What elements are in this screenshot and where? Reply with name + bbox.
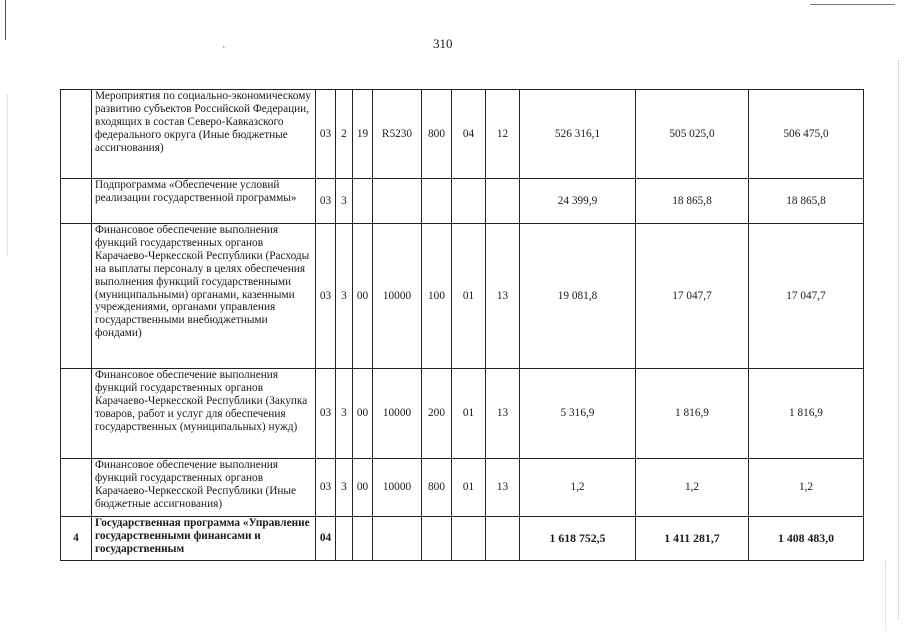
row-number-cell: 4 (61, 517, 92, 561)
direction-code-cell: 10000 (373, 459, 422, 517)
amount-2-cell: 18 865,8 (636, 179, 749, 224)
subprogram-code-cell: 3 (336, 459, 353, 517)
section-code-cell: 04 (452, 90, 486, 179)
main-event-code-cell: 19 (353, 90, 373, 179)
amount-1-cell: 1 618 752,5 (520, 517, 636, 561)
amount-3-cell: 1 408 483,0 (749, 517, 864, 561)
scan-edge-mark (885, 560, 886, 630)
amount-1-cell: 24 399,9 (520, 179, 636, 224)
section-code-cell: 01 (452, 369, 486, 459)
scan-speck: ˋ (222, 46, 226, 57)
direction-code-cell (373, 517, 422, 561)
expense-type-cell: 800 (422, 90, 452, 179)
expense-name-cell: Финансовое обеспечение выполнения функций государственных органов Карачаево-Черкесской Республики (Закупка товаров, работ и услуг для обеспечения государственных (муниципальных) нужд) (92, 369, 316, 459)
amount-2-cell: 1,2 (636, 459, 749, 517)
row-number-cell (61, 179, 92, 224)
amount-3-cell: 506 475,0 (749, 90, 864, 179)
subsection-code-cell (486, 179, 520, 224)
expense-type-cell (422, 517, 452, 561)
subprogram-code-cell: 3 (336, 179, 353, 224)
amount-2-cell: 505 025,0 (636, 90, 749, 179)
expense-name-cell: Государственная программа «Управление государственными финансами и государственным (92, 517, 316, 561)
program-code-cell: 03 (316, 224, 336, 369)
direction-code-cell: 10000 (373, 224, 422, 369)
page-number: 310 (433, 36, 453, 51)
expense-type-cell (422, 179, 452, 224)
amount-3-cell: 1,2 (749, 459, 864, 517)
direction-code-cell: 10000 (373, 369, 422, 459)
amount-1-cell: 19 081,8 (520, 224, 636, 369)
amount-2-cell: 17 047,7 (636, 224, 749, 369)
table-row (61, 90, 864, 179)
amount-3-cell: 1 816,9 (749, 369, 864, 459)
section-code-cell: 01 (452, 224, 486, 369)
subprogram-code-cell: 3 (336, 224, 353, 369)
expense-type-cell: 800 (422, 459, 452, 517)
expense-name-cell: Мероприятия по социально-экономическому развитию субъектов Российской Федерации, входящих в состав Северо-Кавказского федерального округа (Иные бюджетные ассигнования) (92, 90, 316, 179)
row-number-cell (61, 369, 92, 459)
table-row (61, 517, 864, 561)
amount-1-cell: 5 316,9 (520, 369, 636, 459)
program-code-cell: 04 (316, 517, 336, 561)
direction-code-cell: R5230 (373, 90, 422, 179)
amount-1-cell: 526 316,1 (520, 90, 636, 179)
main-event-code-cell: 00 (353, 224, 373, 369)
expense-name-cell: Подпрограмма «Обеспечение условий реализации государственной программы» (92, 179, 316, 224)
direction-code-cell (373, 179, 422, 224)
scan-edge-mark (898, 60, 899, 620)
subprogram-code-cell: 3 (336, 369, 353, 459)
section-code-cell (452, 179, 486, 224)
amount-3-cell: 18 865,8 (749, 179, 864, 224)
row-number-cell (61, 459, 92, 517)
subprogram-code-cell: 2 (336, 90, 353, 179)
program-code-cell: 03 (316, 369, 336, 459)
budget-table (60, 89, 864, 561)
expense-type-cell: 200 (422, 369, 452, 459)
main-event-code-cell: 00 (353, 369, 373, 459)
expense-type-cell: 100 (422, 224, 452, 369)
scan-edge-mark (7, 95, 8, 255)
program-code-cell: 03 (316, 459, 336, 517)
scan-edge-mark (810, 4, 895, 5)
main-event-code-cell: 00 (353, 459, 373, 517)
subsection-code-cell: 13 (486, 224, 520, 369)
amount-2-cell: 1 816,9 (636, 369, 749, 459)
table-row (61, 179, 864, 224)
table-row (61, 369, 864, 459)
amount-2-cell: 1 411 281,7 (636, 517, 749, 561)
main-event-code-cell (353, 517, 373, 561)
subsection-code-cell: 12 (486, 90, 520, 179)
main-event-code-cell (353, 179, 373, 224)
table-row (61, 224, 864, 369)
program-code-cell: 03 (316, 179, 336, 224)
row-number-cell (61, 90, 92, 179)
row-number-cell (61, 224, 92, 369)
subsection-code-cell (486, 517, 520, 561)
table-row (61, 459, 864, 517)
amount-3-cell: 17 047,7 (749, 224, 864, 369)
subsection-code-cell: 13 (486, 459, 520, 517)
expense-name-cell: Финансовое обеспечение выполнения функций государственных органов Карачаево-Черкесской Республики (Иные бюджетные ассигнования) (92, 459, 316, 517)
subprogram-code-cell (336, 517, 353, 561)
scan-edge-mark (5, 0, 6, 40)
section-code-cell (452, 517, 486, 561)
amount-1-cell: 1,2 (520, 459, 636, 517)
subsection-code-cell: 13 (486, 369, 520, 459)
expense-name-cell: Финансовое обеспечение выполнения функций государственных органов Карачаево-Черкесской Республики (Расходы на выплаты персоналу в целях обеспечения выполнения функций государственными (муниципальными) органами, казенными учреждениями, органами управления государственными внебюджетными фондами) (92, 224, 316, 369)
program-code-cell: 03 (316, 90, 336, 179)
section-code-cell: 01 (452, 459, 486, 517)
